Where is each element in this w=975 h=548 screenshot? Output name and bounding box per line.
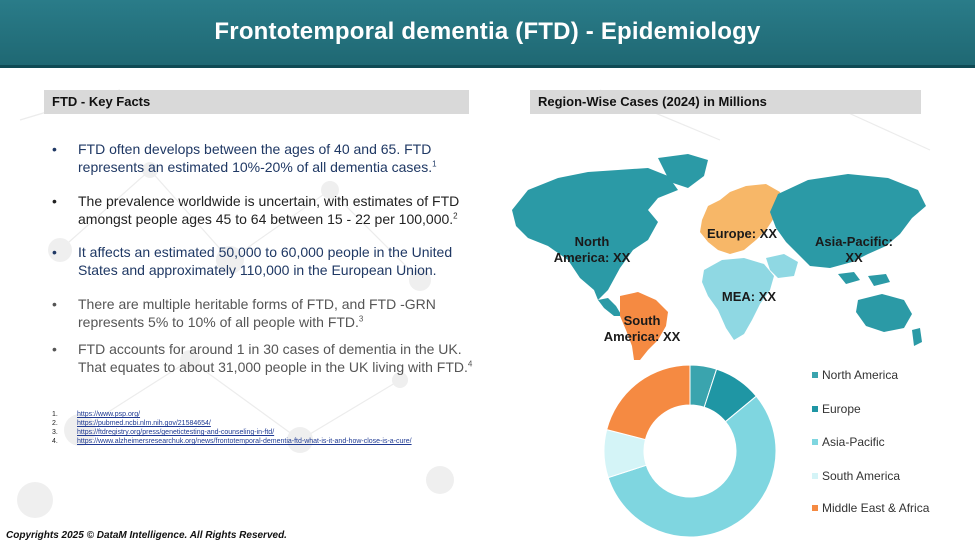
reference-number: 3.: [52, 429, 58, 436]
reference-number: 2.: [52, 420, 58, 427]
region-cases-section-title: Region-Wise Cases (2024) in Millions: [530, 90, 921, 114]
map-label-asia-pacific: Asia-Pacific: XX: [814, 234, 894, 265]
copyright-notice: Copyrights 2025 © DataM Intelligence. All Rights Reserved.: [6, 530, 287, 541]
legend-swatch: [812, 439, 818, 445]
key-facts-section-title: FTD - Key Facts: [44, 90, 469, 114]
bullet: •: [52, 341, 57, 357]
region-donut-chart: [592, 361, 788, 537]
fact-ref: 1: [432, 159, 437, 169]
bullet: •: [52, 244, 57, 260]
fact-ref: 4: [467, 359, 473, 369]
legend-label: Europe: [822, 402, 861, 416]
reference-link[interactable]: https://pubmed.ncbi.nlm.nih.gov/21584654/: [77, 420, 211, 427]
legend-swatch: [812, 406, 818, 412]
bullet: •: [52, 141, 57, 157]
legend-label: Asia-Pacific: [822, 435, 885, 449]
map-label-mea: MEA: XX: [721, 289, 777, 304]
legend-label: Middle East & Africa: [822, 501, 930, 515]
donut-slice-middle-east-africa: [607, 365, 690, 440]
map-region-australia: [856, 294, 912, 332]
fact-ref: 3: [358, 314, 364, 324]
map-region-europe: [700, 184, 784, 254]
bullet: •: [52, 193, 57, 209]
reference-link[interactable]: https://ftdregistry.org/press/genetictesting-and-counseling-in-ftd/: [77, 429, 275, 436]
page-header: [0, 0, 975, 68]
legend-swatch: [812, 372, 818, 378]
map-label-north-america: North America: XX: [553, 234, 631, 265]
legend-label: North America: [822, 368, 899, 382]
legend-label: South America: [822, 469, 901, 483]
reference-link[interactable]: https://www.psp.org/: [77, 411, 141, 418]
reference-link[interactable]: https://www.alzheimersresearchuk.org/news/frontotemporal-dementia-ftd-what-is-it-and-how-close-is-a-cure/: [77, 438, 412, 445]
reference-number: 4.: [52, 438, 58, 445]
fact-text: FTD often develops between the ages of 40 and 65. FTD represents an estimated 10%-20% of all dementia cases.: [78, 141, 433, 175]
map-label-south-america: South America: XX: [603, 313, 681, 344]
fact-text: FTD accounts for around 1 in 30 cases of dementia in the UK. That equates to about 31,000 people in the UK living with FTD.: [78, 341, 468, 375]
legend-swatch: [812, 473, 818, 479]
page-title: Frontotemporal dementia (FTD) - Epidemiology: [214, 18, 761, 45]
map-label-europe: Europe: XX: [706, 226, 778, 241]
fact-text: It affects an estimated 50,000 to 60,000 people in the United States and approximately 110,000 in the European Union.: [78, 244, 453, 278]
fact-ref: 2: [453, 211, 458, 221]
bullet: •: [52, 296, 57, 312]
legend-swatch: [812, 505, 818, 511]
fact-text: The prevalence worldwide is uncertain, with estimates of FTD amongst people ages 45 to 64 between 15 - 22 per 100,000.: [78, 193, 460, 227]
reference-number: 1.: [52, 411, 58, 418]
fact-text: There are multiple heritable forms of FTD, and FTD -GRN represents 5% to 10% of all people with FTD.: [78, 296, 436, 330]
